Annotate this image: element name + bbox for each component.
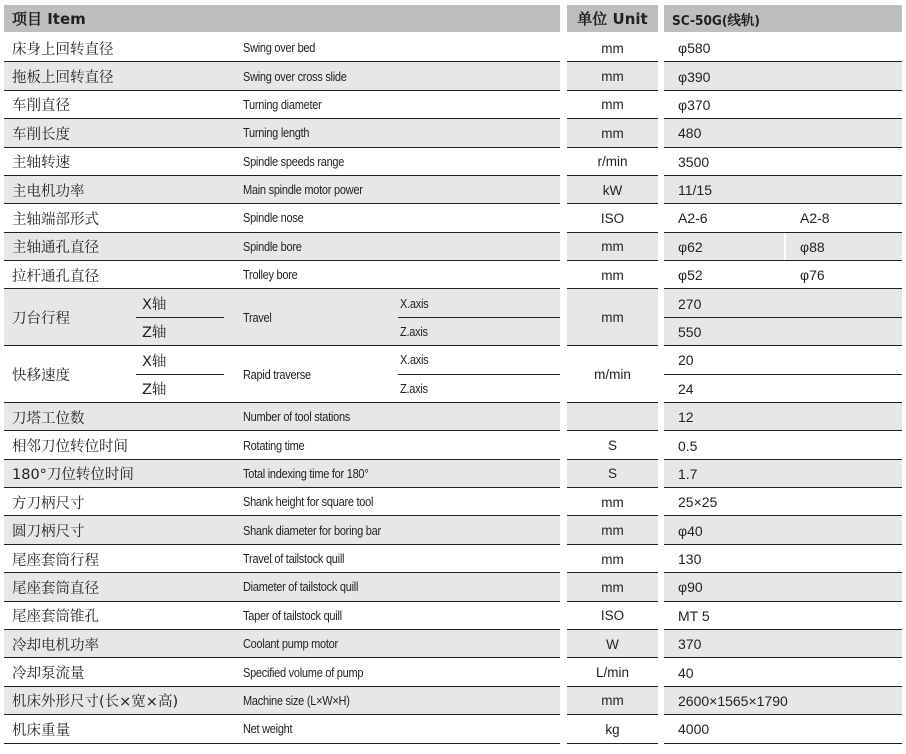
spec-value: 2600×1565×1790 — [678, 692, 788, 709]
spec-name-en: Spindle speeds range — [243, 154, 345, 169]
spec-name-zh: 方刀柄尺寸 — [12, 495, 85, 512]
spec-unit: mm — [601, 523, 624, 539]
spec-value-alt: φ76 — [800, 267, 825, 284]
spec-value: φ370 — [678, 96, 711, 113]
spec-name-zh: 圆刀柄尺寸 — [12, 524, 85, 541]
spec-unit: mm — [601, 494, 624, 510]
axis-z-value: 24 — [678, 380, 694, 397]
spec-name-zh: 刀台行程 — [12, 311, 70, 328]
spec-value: 1.7 — [678, 465, 698, 482]
spec-name-en: Taper of tailstock quill — [243, 608, 342, 623]
spec-unit: mm — [601, 40, 624, 56]
spec-name-zh: 相邻刀位转位时间 — [12, 439, 128, 455]
spec-unit: L/min — [595, 665, 629, 681]
spec-value: 11/15 — [678, 182, 712, 199]
axis-rule — [664, 374, 902, 375]
spec-name-zh: 冷却电机功率 — [12, 637, 99, 654]
axis-z-en: Z.axis — [400, 324, 428, 339]
spec-name-zh: 刀塔工位数 — [12, 410, 85, 427]
spec-name-en: Main spindle motor power — [243, 183, 363, 198]
spec-name-zh: 主轴转速 — [12, 155, 70, 172]
spec-unit: W — [606, 636, 619, 652]
spec-value: φ390 — [678, 68, 711, 85]
spec-name-zh: 车削直径 — [12, 98, 70, 115]
spec-unit: mm — [601, 579, 624, 595]
spec-name-zh: 尾座套筒直径 — [12, 580, 99, 597]
spec-value: 4000 — [678, 721, 710, 738]
spec-name-zh: 尾座套筒行程 — [12, 552, 99, 569]
spec-value: φ90 — [678, 579, 703, 596]
spec-name-en: Total indexing time for 180° — [243, 466, 369, 481]
spec-unit: mm — [601, 69, 624, 85]
spec-name-zh: 机床重量 — [12, 722, 70, 739]
spec-unit: mm — [601, 267, 624, 283]
spec-name-en: Coolant pump motor — [243, 637, 338, 652]
spec-unit: mm — [601, 310, 624, 326]
value-divider — [784, 233, 786, 261]
axis-rule — [664, 317, 902, 318]
spec-value: φ580 — [678, 40, 711, 57]
spec-unit: mm — [601, 125, 624, 141]
spec-value: 25×25 — [678, 494, 718, 511]
axis-z-value: 550 — [678, 323, 702, 340]
spec-value: 480 — [678, 125, 702, 142]
spec-name-en: Travel — [243, 310, 272, 325]
spec-name-zh: 机床外形尺寸(长×宽×高) — [12, 694, 179, 711]
value-divider — [784, 261, 786, 289]
spec-unit: mm — [601, 551, 624, 567]
spec-unit: m/min — [594, 367, 631, 383]
spec-name-en: Shank diameter for boring bar — [243, 523, 381, 538]
spec-unit: mm — [601, 693, 624, 709]
spec-value-alt: φ88 — [800, 238, 825, 255]
axis-z-zh: Z轴 — [142, 382, 167, 399]
spec-name-en: Diameter of tailstock quill — [243, 580, 359, 595]
row-rule — [664, 743, 902, 744]
axis-rule — [398, 317, 560, 318]
spec-value: A2-6 — [678, 210, 708, 227]
spec-name-en: Net weight — [243, 722, 293, 737]
spec-name-en: Specified volume of pump — [243, 665, 364, 680]
spec-name-zh: 车削长度 — [12, 126, 70, 143]
spec-unit: kg — [605, 721, 620, 737]
spec-name-en: Number of tool stations — [243, 410, 351, 425]
spec-name-zh: 拉杆通孔直径 — [12, 268, 99, 285]
spec-value: φ40 — [678, 522, 703, 539]
header-unit: 单位 Unit — [567, 5, 658, 32]
spec-name-en: Machine size (L×W×H) — [243, 693, 350, 708]
spec-name-en: Rapid traverse — [243, 367, 311, 382]
spec-value-alt: A2-8 — [800, 210, 830, 227]
spec-name-zh: 180°刀位转位时间 — [12, 467, 134, 484]
spec-name-en: Swing over bed — [243, 41, 316, 56]
axis-x-value: 20 — [678, 352, 694, 369]
spec-name-en: Shank height for square tool — [243, 495, 374, 510]
spec-unit: r/min — [597, 154, 628, 170]
axis-x-en: X.axis — [400, 296, 429, 311]
spec-name-zh: 主电机功率 — [12, 183, 85, 200]
spec-name-en: Travel of tailstock quill — [243, 552, 345, 567]
value-divider — [784, 204, 786, 232]
spec-name-zh: 尾座套筒锥孔 — [12, 609, 99, 626]
axis-x-en: X.axis — [400, 353, 429, 368]
row-rule — [567, 743, 658, 744]
spec-name-zh: 拖板上回转直径 — [12, 70, 114, 87]
axis-x-value: 270 — [678, 295, 702, 312]
spec-name-en: Rotating time — [243, 438, 305, 453]
spec-name-zh: 床身上回转直径 — [12, 41, 114, 58]
spec-name-en: Swing over cross slide — [243, 69, 347, 84]
axis-z-en: Z.axis — [400, 381, 428, 396]
spec-name-zh: 冷却泵流量 — [12, 666, 85, 683]
spec-unit: ISO — [600, 210, 625, 226]
spec-name-zh: 主轴端部形式 — [12, 211, 99, 228]
spec-name-en: Spindle bore — [243, 239, 302, 254]
row-rule — [4, 743, 560, 744]
spec-value: 40 — [678, 664, 694, 681]
spec-name-zh: 主轴通孔直径 — [12, 240, 99, 257]
spec-unit: kW — [602, 182, 623, 198]
spec-value: 0.5 — [678, 437, 698, 454]
spec-name-en: Spindle nose — [243, 211, 304, 226]
header-item: 项目 Item — [4, 5, 560, 32]
spec-value: 130 — [678, 551, 702, 568]
axis-rule — [136, 317, 224, 318]
axis-z-zh: Z轴 — [142, 325, 167, 342]
spec-value: 12 — [678, 409, 694, 426]
spec-unit: S — [607, 438, 617, 453]
spec-unit: ISO — [600, 608, 625, 624]
spec-value: 3500 — [678, 153, 710, 170]
spec-name-en: Turning length — [243, 126, 310, 141]
spec-unit: S — [607, 466, 617, 482]
spec-value: φ52 — [678, 267, 703, 284]
spec-name-zh: 快移速度 — [12, 368, 70, 385]
spec-unit: mm — [601, 97, 624, 113]
spec-unit — [567, 403, 658, 431]
axis-x-zh: X轴 — [142, 297, 167, 314]
spec-name-en: Turning diameter — [243, 97, 322, 112]
axis-rule — [136, 374, 224, 375]
spec-value: 370 — [678, 636, 702, 653]
spec-value: MT 5 — [678, 607, 710, 624]
spec-unit: mm — [601, 239, 624, 255]
header-model: SC-50G(线轨) — [664, 5, 902, 32]
axis-rule — [398, 374, 560, 375]
spec-value: φ62 — [678, 238, 703, 255]
spec-name-en: Trolley bore — [243, 268, 298, 283]
axis-x-zh: X轴 — [142, 353, 167, 370]
